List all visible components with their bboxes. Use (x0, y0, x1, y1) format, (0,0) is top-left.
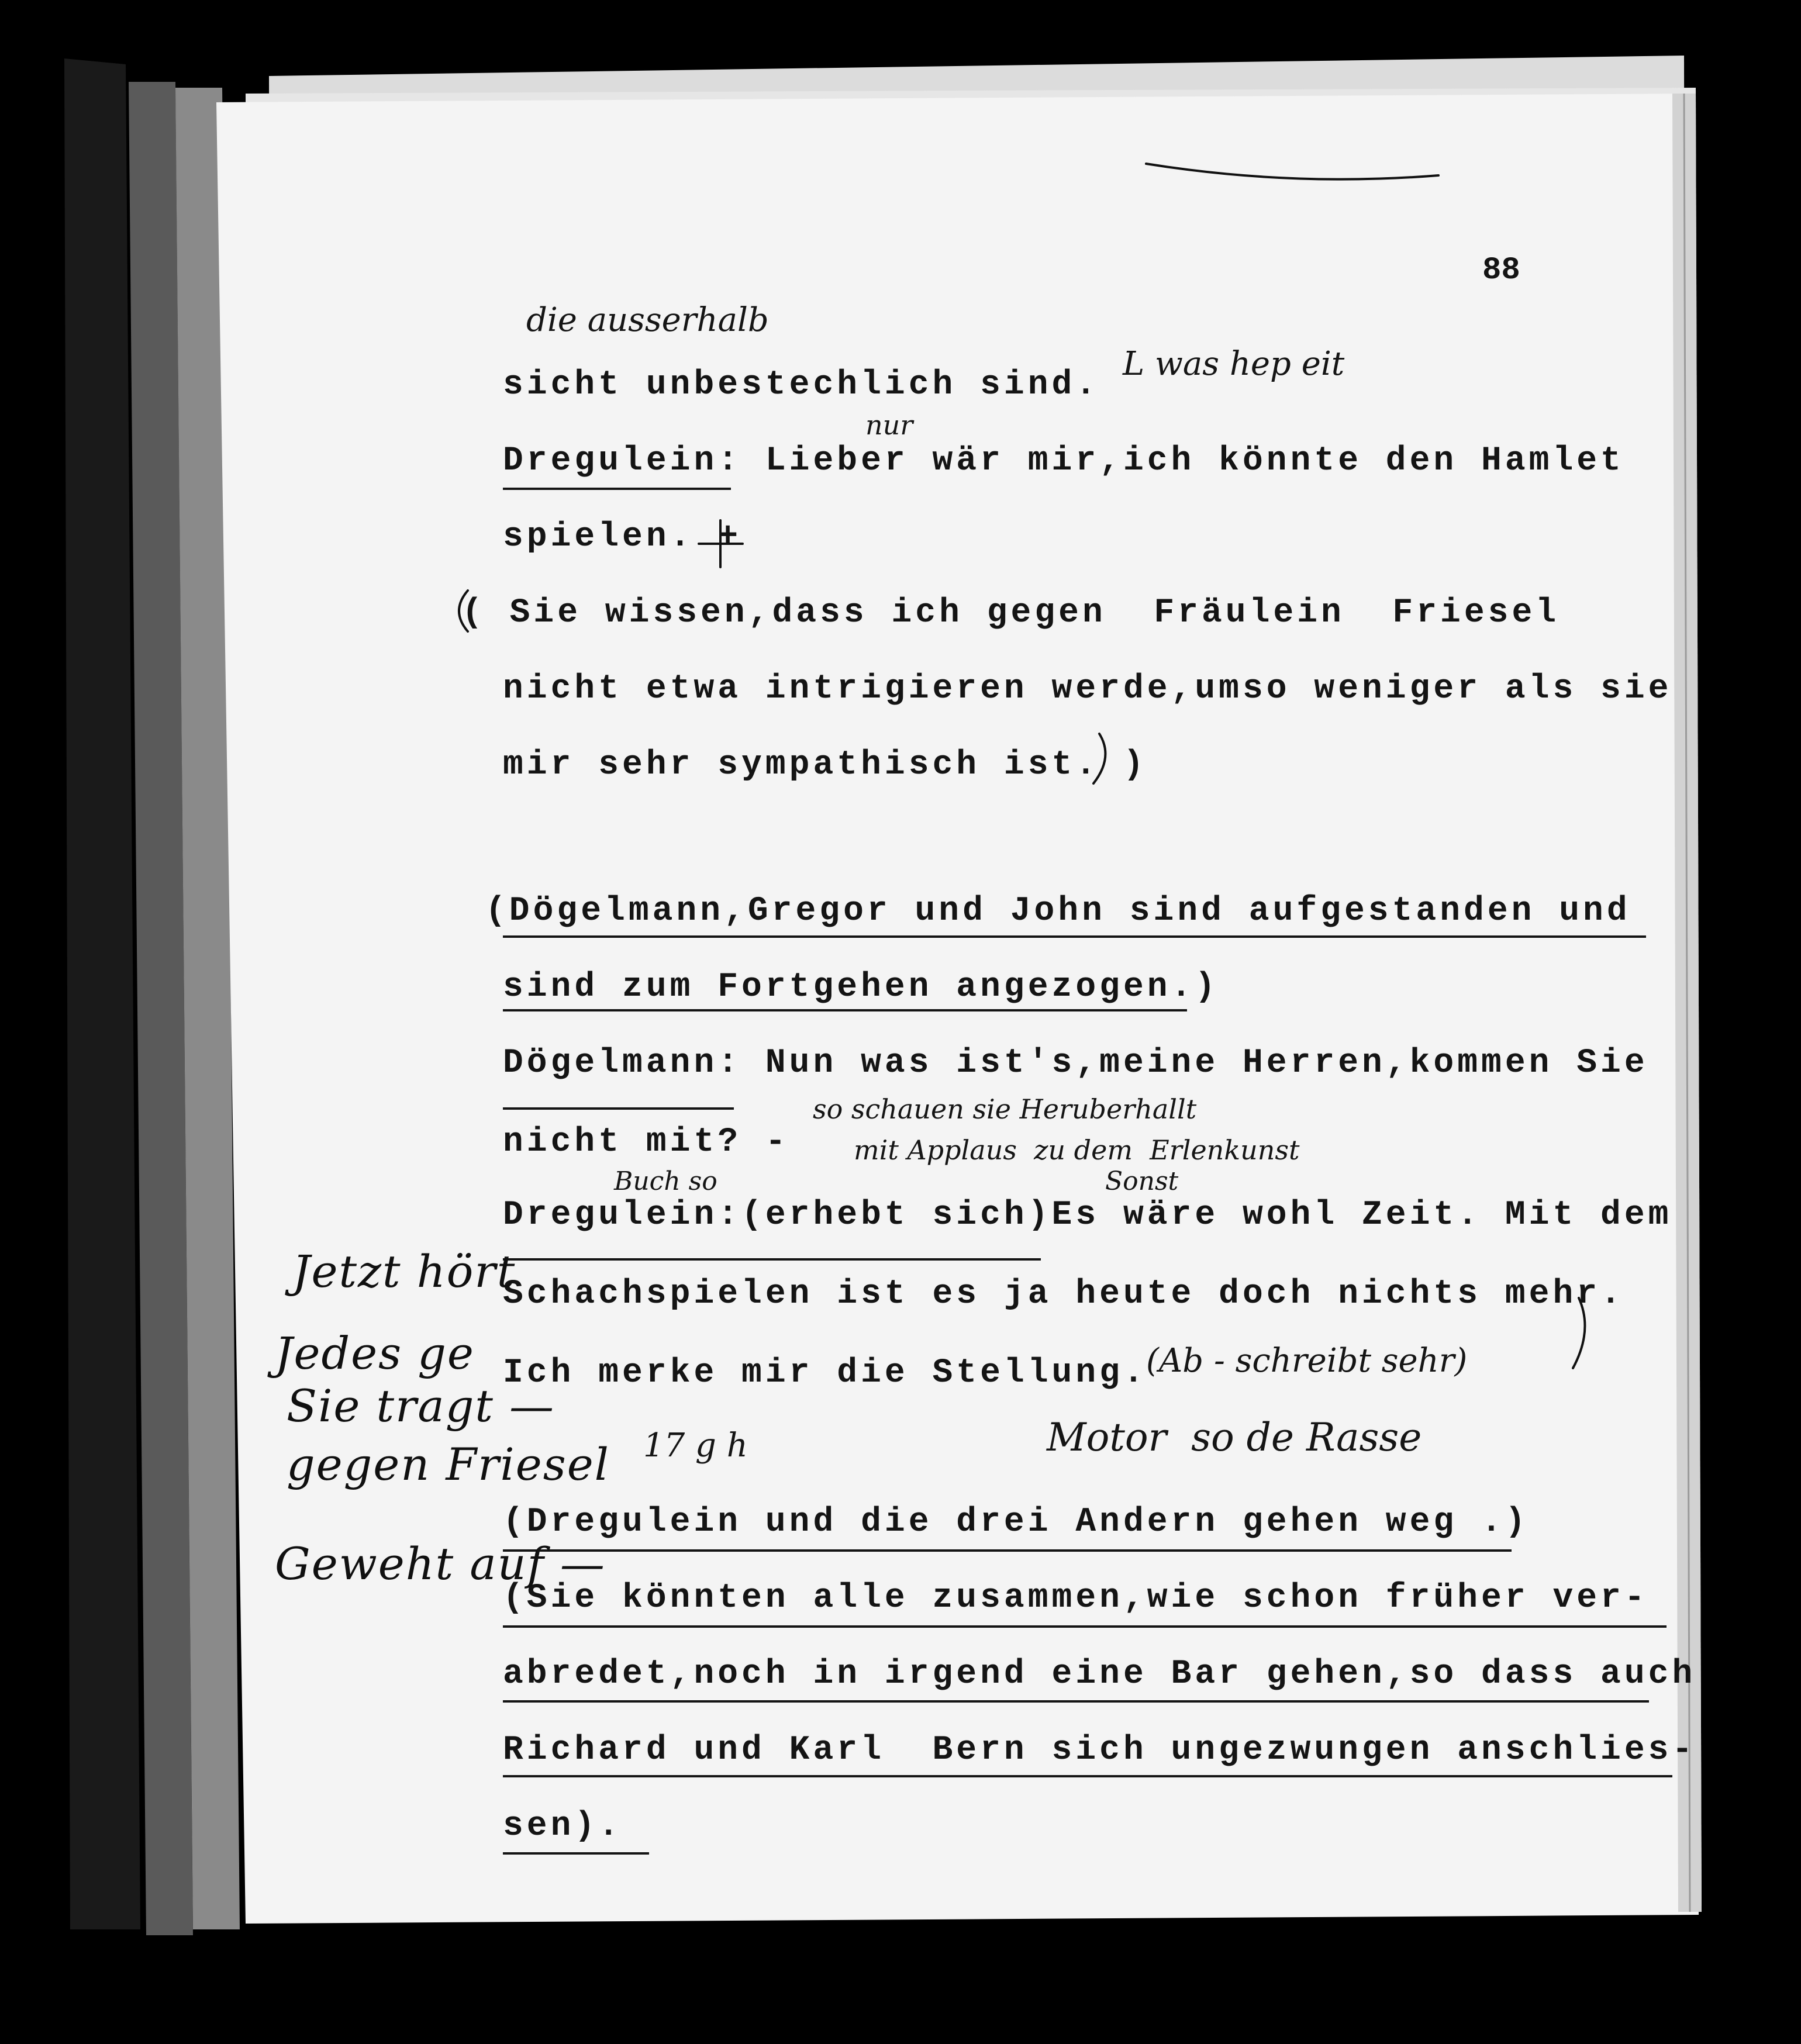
text-line-14: (Dregulein und die drei Andern gehen weg .) (503, 1503, 1529, 1541)
annotation-below-stellung-a: 17 g h (643, 1427, 748, 1465)
text-line-12: Schachspielen ist es ja heute doch nichts mehr. (503, 1275, 1624, 1313)
text-line-18: sen). (503, 1807, 623, 1845)
text-line-4: ( Sie wissen,dass ich gegen Fräulein Friesel (462, 594, 1560, 632)
annotation-line1-right: L was hep eit (1123, 345, 1345, 383)
text-line-2: Dregulein: Lieber wär mir,ich könnte den Hamlet (503, 442, 1624, 480)
text-line-15: (Sie könnten alle zusammen,wie schon früher ver- (503, 1579, 1648, 1617)
text-line-11: Dregulein:(erhebt sich)Es wäre wohl Zeit. Mit dem (503, 1196, 1672, 1234)
annotation-above-lieber: nur (865, 409, 913, 441)
text-line-16: abredet,noch in irgend eine Bar gehen,so dass auch (503, 1655, 1696, 1693)
text-line-17: Richard und Karl Bern sich ungezwungen anschlies- (503, 1731, 1696, 1769)
margin-note-2: Jedes ge (275, 1327, 475, 1379)
margin-note-3: Sie tragt — (287, 1380, 556, 1432)
annotation-above-dregulein-a: Buch so (614, 1166, 717, 1196)
annotation-above-dregulein-b: Sonst (1105, 1166, 1179, 1196)
annotation-below-stellung-b: Motor so de Rasse (1047, 1415, 1422, 1460)
text-line-7: (Dögelmann,Gregor und John sind aufgestanden und (485, 892, 1631, 930)
text-line-5: nicht etwa intrigieren werde,umso weniger als sie (503, 670, 1672, 708)
text-line-1: sicht unbestechlich sind. (503, 366, 1100, 404)
text-line-3: spielen. + (503, 518, 742, 556)
margin-note-4: gegen Friesel (287, 1438, 610, 1490)
text-line-8: sind zum Fortgehen angezogen.) (503, 968, 1219, 1006)
text-line-13: Ich merke mir die Stellung. (503, 1354, 1147, 1392)
annotation-top-insert: die ausserhalb (526, 301, 769, 339)
text-line-10: nicht mit? - (503, 1123, 789, 1161)
page-number: 88 (1482, 253, 1520, 288)
text-line-6: mir sehr sympathisch ist. ) (503, 746, 1147, 784)
annotation-after-stellung: (Ab - schreibt sehr) (1146, 1342, 1468, 1380)
annotation-after-nicht-mit-a: so schauen sie Heruberhallt (813, 1093, 1197, 1125)
margin-note-1: Jetzt hört (292, 1245, 516, 1297)
margin-note-5: Geweht auf — (275, 1538, 606, 1590)
text-line-9: Dögelmann: Nun was ist's,meine Herren,kommen Sie (503, 1044, 1648, 1082)
annotation-after-nicht-mit-b: mit Applaus zu dem Erlenkunst (854, 1134, 1300, 1166)
